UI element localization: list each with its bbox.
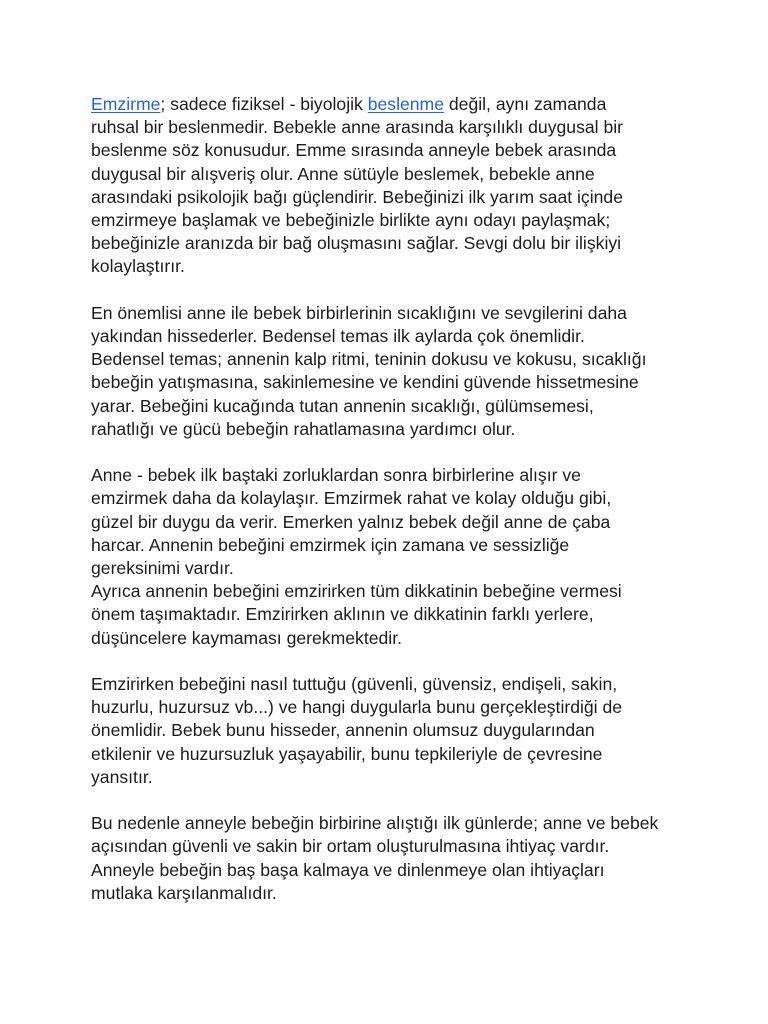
paragraph-5: Emzirirken bebeğini nasıl tuttuğu (güvenli, güvensiz, endişeli, sakin, huzurlu, huzursuz vb...) ve hangi duygularla bunu gerçekleştirdiği de önemlidir. Bebek bunu hisseder, annenin olumsuz duygularından etkilenir ve huzursuzluk yaşayabilir, bunu tepkileriyle de çevresine yansıtır.: [91, 674, 623, 787]
paragraph-1: [91, 93, 691, 279]
paragraph-1-text-a: ; sadece fiziksel - biyolojik: [160, 94, 368, 114]
paragraph-1-text-b: değil, aynı zamanda ruhsal bir beslenmedir. Bebekle anne arasında karşılıklı duygusal bir beslenme söz konusudur. Emme sırasında anneyle bebek arasında duygusal bir alışveriş olur. Anne sütüyle beslemek, bebekle anne arasındaki psikolojik bağı güçlendirir. Bebeğinizi ilk yarım saat içinde emzirmeye başlamak ve bebeğinizle birlikte aynı odayı paylaşmak; bebeğinizle aranızda bir bağ oluşmasını sağlar. Sevgi dolu bir ilişkiyi kolaylaştırır.: [91, 94, 624, 277]
paragraph-3: Anne - bebek ilk baştaki zorluklardan sonra birbirlerine alışır ve emzirmek daha da kolaylaşır. Emzirmek rahat ve kolay olduğu gibi, güzel bir duygu da verir. Emerken yalnız bebek değil anne de çaba harcar. Annenin bebeğini emzirmek için zamana ve sessizliğe gereksinimi vardır.: [91, 465, 612, 579]
emzirme-link[interactable]: Emzirme: [91, 94, 161, 114]
document-body: [91, 93, 691, 928]
paragraph-6: Bu nedenle anneyle bebeğin birbirine alıştığı ilk günlerde; anne ve bebek açısından güvenli ve sakin bir ortam oluşturulmasına ihtiyaç vardır. Anneyle bebeğin baş başa kalmaya ve dinlenmeye olan ihtiyaçları mutlaka karşılanmalıdır.: [91, 813, 659, 903]
beslenme-link[interactable]: beslenme: [367, 94, 444, 114]
paragraph-4: Ayrıca annenin bebeğini emzirirken tüm dikkatinin bebeğine vermesi önem taşımaktadır. Emzirirken aklının ve dikkatinin farklı yerlere, düşüncelere kaymaması gerekmektedir.: [91, 581, 622, 648]
paragraph-2: En önemlisi anne ile bebek birbirlerinin sıcaklığını ve sevgilerini daha yakından hissederler. Bedensel temas ilk aylarda çok önemlidir. Bedensel temas; annenin kalp ritmi, teninin dokusu ve kokusu, sıcaklığı bebeğin yatışmasına, sakinlemesine ve kendini güvende hissetmesine yarar. Bebeğini kucağında tutan annenin sıcaklığı, gülümsemesi, rahatlığı ve gücü bebeğin rahatlamasına yardımcı olur.: [91, 302, 647, 439]
